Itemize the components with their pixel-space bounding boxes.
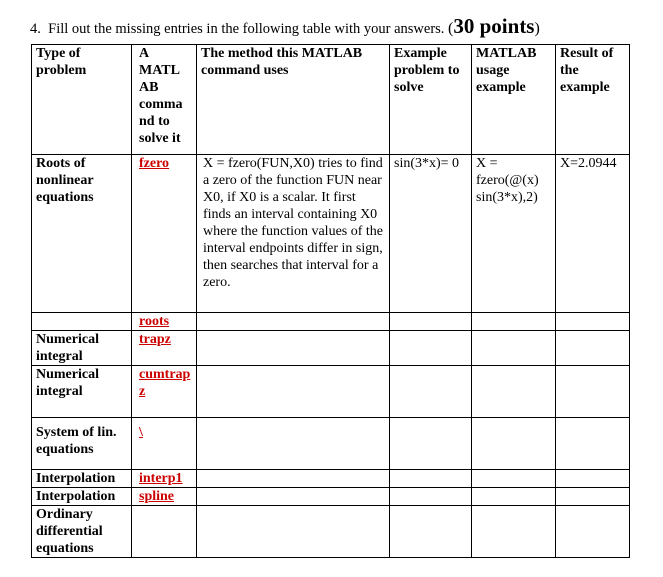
header-usage: MATLAB usage example <box>472 45 556 155</box>
command-link[interactable]: cumtrapz <box>139 367 191 399</box>
command-cell <box>132 366 197 418</box>
table-row <box>32 155 630 313</box>
usage-cell[interactable] <box>472 488 556 506</box>
type-cell: Numerical integral <box>32 331 132 366</box>
result-cell[interactable] <box>556 331 630 366</box>
result-cell[interactable] <box>556 366 630 418</box>
points-close: ) <box>534 20 540 37</box>
matlab-commands-table <box>31 44 630 558</box>
header-row <box>32 45 630 155</box>
question-text: Fill out the missing entries in the following table with your answers. <box>48 21 445 37</box>
usage-cell[interactable] <box>472 418 556 470</box>
method-cell[interactable] <box>197 313 390 331</box>
table-row <box>32 418 630 470</box>
result-cell[interactable] <box>556 418 630 470</box>
table-row <box>32 313 630 331</box>
command-cell <box>132 488 197 506</box>
type-cell: Numerical integral <box>32 366 132 418</box>
result-cell[interactable] <box>556 470 630 488</box>
usage-cell[interactable] <box>472 313 556 331</box>
command-link[interactable]: roots <box>139 314 170 329</box>
command-link[interactable]: interp1 <box>139 471 183 486</box>
type-cell <box>32 313 132 331</box>
header-type: Type of problem <box>32 45 132 155</box>
example-cell[interactable] <box>390 366 472 418</box>
method-cell[interactable] <box>197 418 390 470</box>
points-label: 30 points <box>453 14 535 38</box>
example-cell[interactable] <box>390 488 472 506</box>
example-cell[interactable] <box>390 506 472 558</box>
command-link[interactable]: spline <box>139 489 175 504</box>
table-row <box>32 488 630 506</box>
usage-cell: X = fzero(@(x) sin(3*x),2) <box>472 155 556 313</box>
type-cell: Interpolation <box>32 488 132 506</box>
example-cell[interactable] <box>390 418 472 470</box>
command-cell <box>132 155 197 313</box>
command-cell <box>132 313 197 331</box>
command-cell <box>132 331 197 366</box>
method-cell[interactable] <box>197 488 390 506</box>
command-cell[interactable] <box>132 506 197 558</box>
header-command: A MATL AB comma nd to solve it <box>132 45 197 155</box>
table-row <box>32 331 630 366</box>
table-row <box>32 470 630 488</box>
command-link[interactable]: trapz <box>139 332 171 347</box>
result-cell[interactable] <box>556 506 630 558</box>
result-cell: X=2.0944 <box>556 155 630 313</box>
question-number: 4. <box>30 21 41 37</box>
usage-cell[interactable] <box>472 506 556 558</box>
method-cell: X = fzero(FUN,X0) tries to find a zero of the function FUN near X0, if X0 is a scalar. It first finds an interval containing X0 where the function values of the interval endpoints differ in sign, then searches that interval for a zero. <box>197 155 390 313</box>
type-cell: Ordinary differential equations <box>32 506 132 558</box>
question-title <box>30 14 540 39</box>
type-cell: Roots of nonlinear equations <box>32 155 132 313</box>
command-cell <box>132 418 197 470</box>
method-cell[interactable] <box>197 366 390 418</box>
table-row <box>32 506 630 558</box>
header-result: Result of the example <box>556 45 630 155</box>
header-example: Example problem to solve <box>390 45 472 155</box>
example-cell[interactable] <box>390 313 472 331</box>
method-cell[interactable] <box>197 331 390 366</box>
type-cell: Interpolation <box>32 470 132 488</box>
usage-cell[interactable] <box>472 470 556 488</box>
usage-cell[interactable] <box>472 366 556 418</box>
example-cell[interactable] <box>390 470 472 488</box>
method-cell[interactable] <box>197 506 390 558</box>
command-cell <box>132 470 197 488</box>
header-method: The method this MATLAB command uses <box>197 45 390 155</box>
example-cell[interactable] <box>390 331 472 366</box>
method-cell[interactable] <box>197 470 390 488</box>
points-open: ( <box>448 20 454 37</box>
example-cell: sin(3*x)= 0 <box>390 155 472 313</box>
result-cell[interactable] <box>556 488 630 506</box>
type-cell: System of lin. equations <box>32 418 132 470</box>
usage-cell[interactable] <box>472 331 556 366</box>
command-link[interactable]: fzero <box>139 156 170 171</box>
command-link[interactable]: \ <box>139 425 143 440</box>
table-row <box>32 366 630 418</box>
result-cell[interactable] <box>556 313 630 331</box>
